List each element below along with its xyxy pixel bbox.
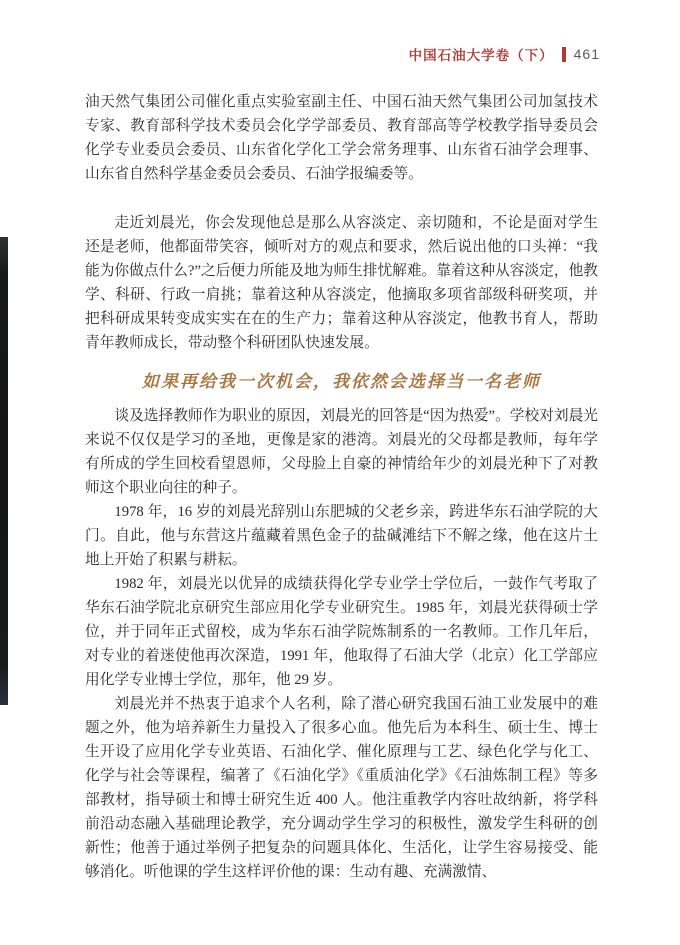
header-book-title: 中国石油大学卷（下） (408, 48, 554, 63)
paragraph-body: 走近刘晨光，你会发现他总是那么从容淡定、亲切随和，不论是面对学生还是老师，他都面带笑容，倾听对方的观点和要求，然后说出他的口头禅：“我能为你做点什么?”之后便力所能及地为师生排忧解难。靠着这种从容淡定，他教学、科研、行政一肩挑；靠着这种从容淡定，他摘取多项省部级科研奖项，并把科研成果转变成实实在在的生产力；靠着这种从容淡定，他教书育人，帮助青年教师成长，带动整个科研团队快速发展。 (85, 215, 598, 351)
header-page-number: 461 (573, 46, 600, 62)
header-divider-bar (562, 47, 566, 62)
main-text-block (85, 90, 598, 884)
running-header (409, 44, 600, 64)
spine-shadow-bar (0, 237, 8, 705)
section-heading: 如果再给我一次机会，我依然会选择当一名老师 (142, 372, 541, 391)
paragraph-continuation: 油天然气集团公司催化重点实验室副主任、中国石油天然气集团公司加氢技术专家、教育部科学技术委员会化学学部委员、教育部高等学校教学指导委员会化学专业委员会委员、山东省化学化工学会常务理事、山东省石油学会理事、山东省自然科学基金委员会委员、石油学报编委等。 (85, 94, 598, 182)
paragraph-body: 刘晨光并不热衷于追求个人名利，除了潜心研究我国石油工业发展中的难题之外，他为培养新生力量投入了很多心血。他先后为本科生、硕士生、博士生开设了应用化学专业英语、石油化学、催化原理与工艺、绿色化学与化工、化学与社会等课程，编著了《石油化学》《重质油化学》《石油炼制工程》等多部教材，指导硕士和博士研究生近 400 人。他注重教学内容吐故纳新，将学科前沿动态融入基础理论教学，充分调动学生学习的积极性，激发学生科研的创新性；他善于通过举例子把复杂的问题具体化、生活化，让学生容易接受、能够消化。听他课的学生这样评价他的课：生动有趣、充满激情、 (85, 696, 598, 880)
paragraph-body: 1978 年，16 岁的刘晨光辞别山东肥城的父老乡亲，跨进华东石油学院的大门。自此，他与东营这片蕴藏着黑色金子的盐碱滩结下不解之缘，他在这片土地上开始了积累与耕耘。 (85, 504, 598, 568)
paragraph-body: 谈及选择教师作为职业的原因，刘晨光的回答是“因为热爱”。学校对刘晨光来说不仅仅是学习的圣地，更像是家的港湾。刘晨光的父母都是教师，每年学有所成的学生回校看望恩师，父母脸上自豪的神情给年少的刘晨光种下了对教师这个职业向往的种子。 (85, 408, 598, 496)
paragraph-body: 1982 年，刘晨光以优异的成绩获得化学专业学士学位后，一鼓作气考取了华东石油学院北京研究生部应用化学专业研究生。1985 年，刘晨光获得硕士学位，并于同年正式留校，成为华东石油学院炼制系的一名教师。工作几年后，对专业的着迷使他再次深造，1991 年，他取得了石油大学（北京）化工学部应用化学专业博士学位，那年，他 29 岁。 (85, 576, 598, 688)
